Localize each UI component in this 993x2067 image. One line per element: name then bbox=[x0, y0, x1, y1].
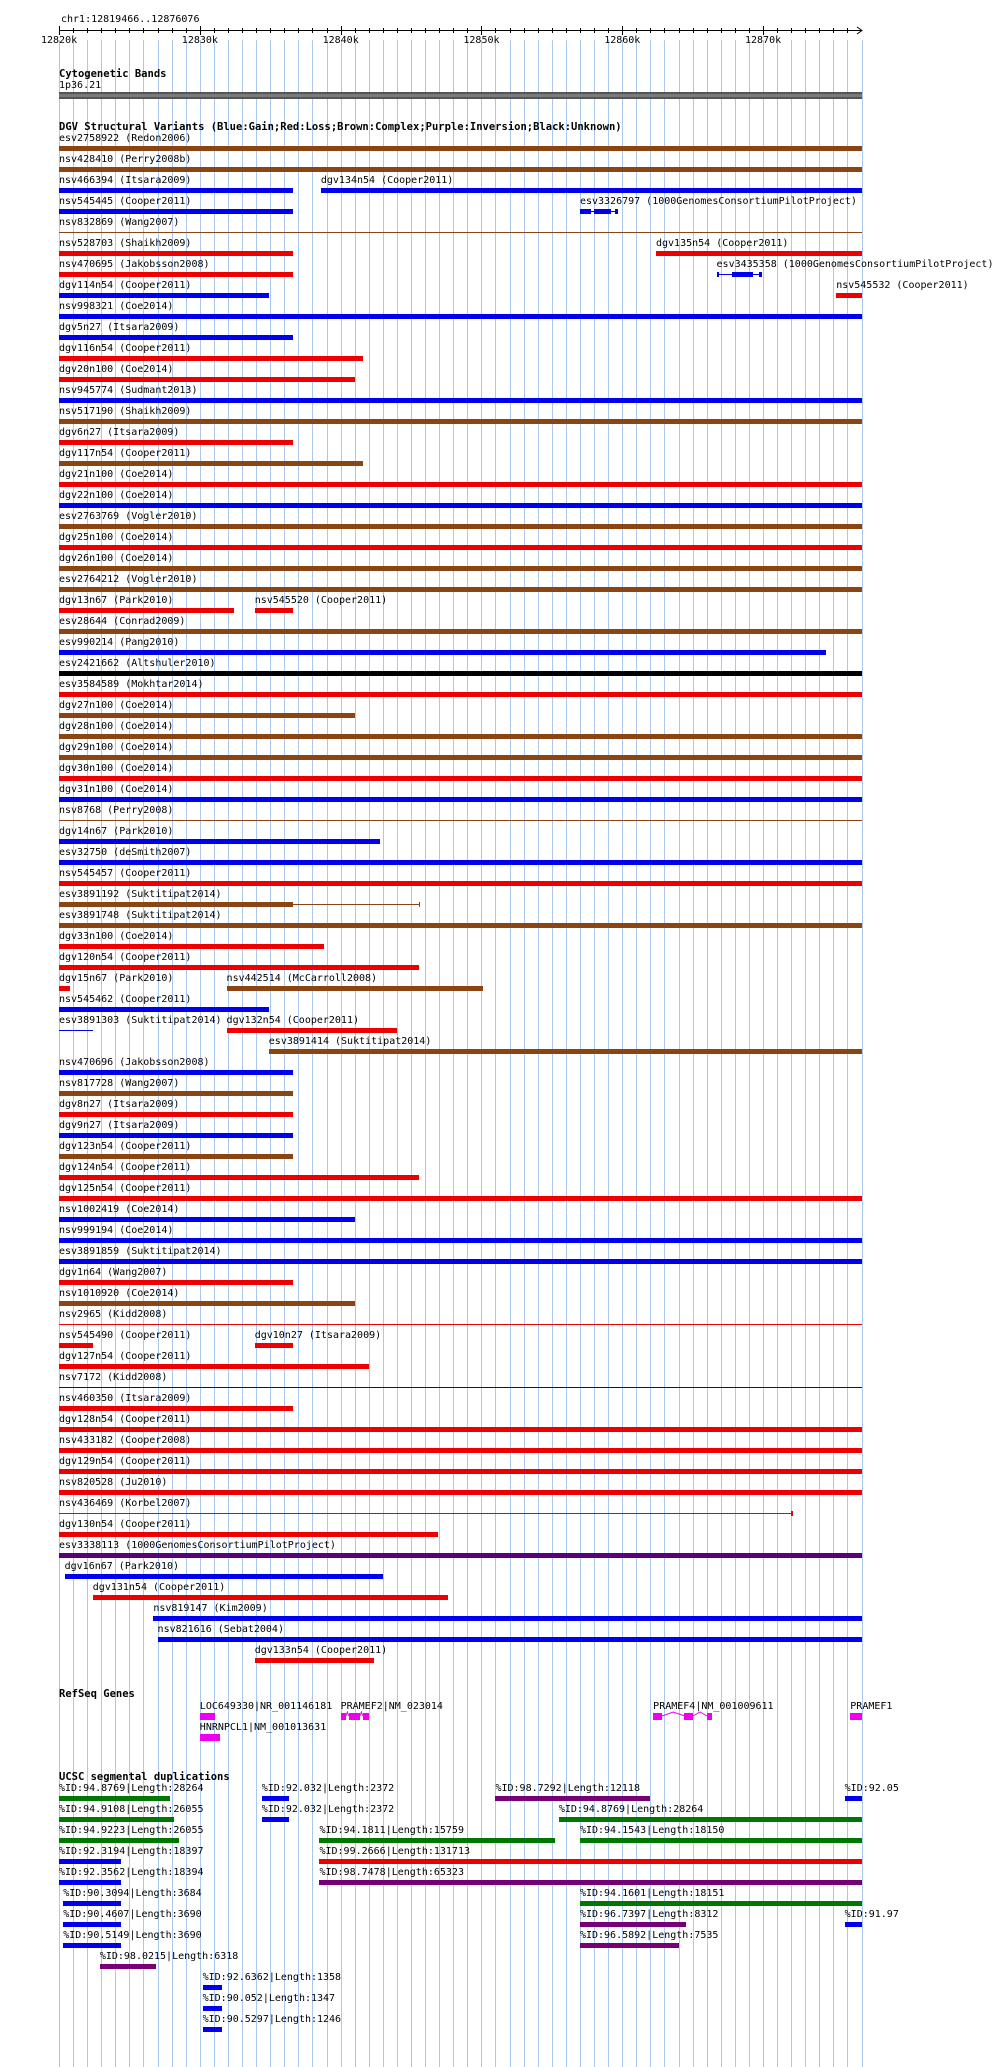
dgv-variant-bar[interactable] bbox=[59, 167, 862, 172]
dgv-variant-label[interactable]: dgv13n67 (Park2010) bbox=[59, 595, 174, 606]
segdup-label[interactable]: %ID:90.3094|Length:3684 bbox=[63, 1888, 202, 1899]
segdup-label[interactable]: %ID:94.1811|Length:15759 bbox=[319, 1825, 464, 1836]
dgv-variant-bar[interactable] bbox=[59, 986, 70, 991]
dgv-variant-bar[interactable] bbox=[59, 1112, 293, 1117]
dgv-variant-bar[interactable] bbox=[59, 734, 862, 739]
dgv-variant-bar[interactable] bbox=[59, 335, 293, 340]
refseq-gene-label[interactable]: HNRNPCL1|NM_001013631 bbox=[199, 1722, 327, 1733]
dgv-variant-bar[interactable] bbox=[59, 713, 355, 718]
dgv-track-header[interactable]: DGV Structural Variants (Blue:Gain;Red:Loss;Brown:Complex;Purple:Inversion;Black:Unknown) bbox=[59, 121, 622, 133]
dgv-variant-bar[interactable] bbox=[59, 503, 862, 508]
dgv-variant-label[interactable]: dgv123n54 (Cooper2011) bbox=[59, 1141, 192, 1152]
segdup-bar[interactable] bbox=[319, 1859, 861, 1864]
dgv-variant-label[interactable]: esv3326797 (1000GenomesConsortiumPilotProject) bbox=[579, 196, 857, 207]
ruler-coordinates: chr1:12819466..12876076 bbox=[61, 14, 200, 25]
ruler-tick-label: 12820k bbox=[41, 35, 78, 46]
dgv-variant-label[interactable]: nsv819147 (Kim2009) bbox=[153, 1603, 268, 1614]
ruler-tick-label: 12830k bbox=[181, 35, 218, 46]
cytoband-track-header[interactable]: Cytogenetic Bands bbox=[59, 68, 167, 80]
segdup-bar[interactable] bbox=[262, 1796, 289, 1801]
dgv-variant-label[interactable]: nsv545457 (Cooper2011) bbox=[59, 868, 192, 879]
dgv-variant-label[interactable]: dgv27n100 (Coe2014) bbox=[59, 700, 174, 711]
dgv-variant-label[interactable]: dgv124n54 (Cooper2011) bbox=[59, 1162, 192, 1173]
segdup-label[interactable]: %ID:92.3562|Length:18394 bbox=[59, 1867, 204, 1878]
segdup-label[interactable]: %ID:94.9108|Length:26055 bbox=[59, 1804, 204, 1815]
refseq-intron-line bbox=[662, 1712, 685, 1716]
refseq-intron-line bbox=[693, 1712, 707, 1716]
dgv-variant-bar[interactable] bbox=[59, 902, 293, 907]
dgv-variant-bar[interactable] bbox=[59, 419, 862, 424]
dgv-variant-bar[interactable] bbox=[59, 545, 862, 550]
dgv-variant-bar[interactable] bbox=[59, 461, 363, 466]
segdup-bar[interactable] bbox=[59, 1838, 179, 1843]
dgv-variant-connector bbox=[719, 274, 732, 275]
dgv-variant-bar[interactable] bbox=[255, 1343, 293, 1348]
dgv-variant-label[interactable]: nsv545520 (Cooper2011) bbox=[254, 595, 388, 606]
refseq-exon[interactable] bbox=[684, 1713, 692, 1720]
dgv-variant-bar[interactable] bbox=[580, 209, 591, 214]
refseq-exon[interactable] bbox=[200, 1734, 220, 1741]
segdup-bar[interactable] bbox=[59, 1796, 170, 1801]
dgv-variant-bar[interactable] bbox=[59, 776, 862, 781]
segdup-bar[interactable] bbox=[100, 1964, 156, 1969]
dgv-variant-bar[interactable] bbox=[59, 1175, 419, 1180]
dgv-variant-bar[interactable] bbox=[227, 986, 483, 991]
dgv-variant-bar[interactable] bbox=[59, 1154, 293, 1159]
segdup-bar[interactable] bbox=[580, 1838, 862, 1843]
segdup-label[interactable]: %ID:90.052|Length:1347 bbox=[202, 1993, 336, 2004]
dgv-variant-label[interactable]: nsv545462 (Cooper2011) bbox=[59, 994, 192, 1005]
dgv-variant-label[interactable]: dgv29n100 (Coe2014) bbox=[59, 742, 174, 753]
segdup-bar[interactable] bbox=[845, 1796, 862, 1801]
segdup-label[interactable]: %ID:92.6362|Length:1358 bbox=[202, 1972, 342, 1983]
dgv-variant-label[interactable]: esv3435358 (1000GenomesConsortiumPilotProject) bbox=[716, 259, 993, 270]
dgv-variant-bar[interactable] bbox=[59, 944, 324, 949]
dgv-variant-bar[interactable] bbox=[59, 566, 862, 571]
dgv-variant-label[interactable]: esv3891859 (Suktitipat2014) bbox=[59, 1246, 222, 1257]
dgv-variant-label[interactable]: nsv517190 (Shaikh2009) bbox=[59, 406, 192, 417]
dgv-variant-label[interactable]: nsv545490 (Cooper2011) bbox=[59, 1330, 192, 1341]
dgv-variant-bar[interactable] bbox=[615, 209, 618, 214]
dgv-variant-label[interactable]: dgv134n54 (Cooper2011) bbox=[320, 175, 454, 186]
segdup-bar[interactable] bbox=[63, 1901, 121, 1906]
dgv-variant-bar[interactable] bbox=[255, 608, 293, 613]
dgv-variant-bar[interactable] bbox=[59, 524, 862, 529]
dgv-variant-label[interactable]: nsv528703 (Shaikh2009) bbox=[59, 238, 192, 249]
dgv-variant-label[interactable]: nsv8768 (Perry2008) bbox=[59, 805, 174, 816]
dgv-variant-label[interactable]: dgv120n54 (Cooper2011) bbox=[59, 952, 192, 963]
dgv-variant-bar[interactable] bbox=[255, 1658, 375, 1663]
dgv-variant-label[interactable]: nsv545445 (Cooper2011) bbox=[59, 196, 192, 207]
dgv-variant-label[interactable]: dgv117n54 (Cooper2011) bbox=[59, 448, 192, 459]
dgv-variant-bar[interactable] bbox=[59, 1091, 293, 1096]
segdup-label[interactable]: %ID:94.8769|Length:28264 bbox=[59, 1783, 204, 1794]
dgv-variant-label[interactable]: nsv436469 (Korbel2007) bbox=[59, 1498, 192, 1509]
dgv-variant-bar[interactable] bbox=[59, 1007, 269, 1012]
segdup-bar[interactable] bbox=[580, 1922, 686, 1927]
dgv-variant-label[interactable]: esv2421662 (Altshuler2010) bbox=[59, 658, 216, 669]
dgv-variant-label[interactable]: nsv998321 (Coe2014) bbox=[59, 301, 174, 312]
segdup-bar[interactable] bbox=[203, 2006, 223, 2011]
dgv-variant-bar[interactable] bbox=[59, 671, 862, 676]
refseq-gene-label[interactable]: LOC649330|NR_001146181 bbox=[199, 1701, 333, 1712]
dgv-variant-bar[interactable] bbox=[59, 1217, 355, 1222]
refseq-intron bbox=[693, 1712, 707, 1720]
segdup-bar[interactable] bbox=[319, 1838, 554, 1843]
dgv-variant-bar[interactable] bbox=[59, 1513, 791, 1514]
segdup-track-header[interactable]: UCSC segmental duplications bbox=[59, 1771, 230, 1783]
dgv-variant-bar[interactable] bbox=[59, 1070, 293, 1075]
dgv-variant-bar[interactable] bbox=[59, 314, 862, 319]
dgv-variant-bar[interactable] bbox=[59, 965, 419, 970]
dgv-variant-label[interactable]: nsv433182 (Cooper2008) bbox=[59, 1435, 192, 1446]
dgv-variant-label[interactable]: dgv25n100 (Coe2014) bbox=[59, 532, 174, 543]
dgv-variant-bar[interactable] bbox=[759, 272, 762, 277]
dgv-variant-label[interactable]: dgv131n54 (Cooper2011) bbox=[92, 1582, 226, 1593]
dgv-variant-label[interactable]: dgv20n100 (Coe2014) bbox=[59, 364, 174, 375]
dgv-variant-bar[interactable] bbox=[59, 1406, 293, 1411]
segdup-label[interactable]: %ID:94.9223|Length:26055 bbox=[59, 1825, 204, 1836]
segdup-bar[interactable] bbox=[580, 1943, 679, 1948]
refseq-track-header[interactable]: RefSeq Genes bbox=[59, 1688, 135, 1700]
dgv-variant-bar[interactable] bbox=[321, 188, 862, 193]
refseq-exon[interactable] bbox=[363, 1713, 369, 1720]
dgv-variant-extension bbox=[293, 904, 420, 905]
dgv-variant-bar[interactable] bbox=[59, 272, 293, 277]
refseq-exon[interactable] bbox=[653, 1713, 661, 1720]
dgv-variant-label[interactable]: esv2758922 (Redon2006) bbox=[59, 133, 192, 144]
segdup-label[interactable]: %ID:90.5297|Length:1246 bbox=[202, 2014, 342, 2025]
dgv-variant-bar[interactable] bbox=[227, 1028, 397, 1033]
refseq-gene-label[interactable]: PRAMEF1 bbox=[850, 1701, 893, 1712]
dgv-variant-bar[interactable] bbox=[153, 1616, 861, 1621]
dgv-variant-bar[interactable] bbox=[59, 251, 293, 256]
dgv-variant-label[interactable]: nsv821616 (Sebat2004) bbox=[157, 1624, 284, 1635]
dgv-variant-bar[interactable] bbox=[59, 1490, 862, 1495]
segdup-bar[interactable] bbox=[262, 1817, 289, 1822]
dgv-variant-label[interactable]: nsv817728 (Wang2007) bbox=[59, 1078, 180, 1089]
dgv-variant-bar[interactable] bbox=[59, 398, 862, 403]
dgv-variant-label[interactable]: dgv130n54 (Cooper2011) bbox=[59, 1519, 192, 1530]
segdup-label[interactable]: %ID:94.1543|Length:18150 bbox=[579, 1825, 725, 1836]
dgv-variant-bar[interactable] bbox=[59, 860, 862, 865]
segdup-bar[interactable] bbox=[59, 1817, 174, 1822]
dgv-variant-bar[interactable] bbox=[594, 209, 611, 214]
dgv-variant-label[interactable]: esv3891192 (Suktitipat2014) bbox=[59, 889, 222, 900]
dgv-variant-label[interactable]: nsv460350 (Itsara2009) bbox=[59, 1393, 192, 1404]
dgv-variant-bar[interactable] bbox=[59, 1387, 862, 1388]
dgv-variant-bar[interactable] bbox=[59, 209, 293, 214]
dgv-variant-label[interactable]: dgv125n54 (Cooper2011) bbox=[59, 1183, 192, 1194]
segdup-label[interactable]: %ID:90.5149|Length:3690 bbox=[63, 1930, 202, 1941]
dgv-variant-label[interactable]: nsv820528 (Ju2010) bbox=[59, 1477, 168, 1488]
dgv-variant-label[interactable]: esv32750 (deSmith2007) bbox=[59, 847, 192, 858]
dgv-variant-label[interactable]: dgv8n27 (Itsara2009) bbox=[59, 1099, 180, 1110]
dgv-variant-label[interactable]: nsv999194 (Coe2014) bbox=[59, 1225, 174, 1236]
dgv-variant-endcap bbox=[419, 902, 420, 907]
segdup-bar[interactable] bbox=[203, 2027, 223, 2032]
refseq-exon[interactable] bbox=[200, 1713, 215, 1720]
dgv-variant-label[interactable]: dgv14n67 (Park2010) bbox=[59, 826, 174, 837]
segdup-label[interactable]: %ID:96.7397|Length:8312 bbox=[579, 1909, 719, 1920]
dgv-variant-label[interactable]: dgv26n100 (Coe2014) bbox=[59, 553, 174, 564]
segdup-label[interactable]: %ID:92.3194|Length:18397 bbox=[59, 1846, 204, 1857]
cytoband-label: 1p36.21 bbox=[59, 80, 102, 91]
dgv-variant-label[interactable]: dgv21n100 (Coe2014) bbox=[59, 469, 174, 480]
dgv-variant-bar[interactable] bbox=[269, 1049, 862, 1054]
segdup-bar[interactable] bbox=[319, 1880, 861, 1885]
dgv-variant-bar[interactable] bbox=[65, 1574, 383, 1579]
segdup-label[interactable]: %ID:98.0215|Length:6318 bbox=[99, 1951, 239, 1962]
dgv-variant-label[interactable]: dgv15n67 (Park2010) bbox=[59, 973, 174, 984]
dgv-variant-label[interactable]: nsv945774 (Sudmant2013) bbox=[59, 385, 198, 396]
dgv-variant-bar[interactable] bbox=[59, 587, 862, 592]
dgv-variant-label[interactable]: nsv470696 (Jakobsson2008) bbox=[59, 1057, 210, 1068]
dgv-variant-label[interactable]: dgv116n54 (Cooper2011) bbox=[59, 343, 192, 354]
refseq-exon[interactable] bbox=[707, 1713, 713, 1720]
dgv-variant-bar[interactable] bbox=[59, 923, 862, 928]
dgv-variant-bar[interactable] bbox=[59, 1364, 369, 1369]
dgv-variant-bar[interactable] bbox=[59, 608, 234, 613]
dgv-variant-label[interactable]: dgv28n100 (Coe2014) bbox=[59, 721, 174, 732]
segdup-bar[interactable] bbox=[559, 1817, 862, 1822]
dgv-variant-label[interactable]: dgv135n54 (Cooper2011) bbox=[655, 238, 789, 249]
dgv-variant-label[interactable]: dgv30n100 (Coe2014) bbox=[59, 763, 174, 774]
dgv-variant-label[interactable]: dgv33n100 (Coe2014) bbox=[59, 931, 174, 942]
segdup-label[interactable]: %ID:92.032|Length:2372 bbox=[261, 1804, 395, 1815]
dgv-variant-bar[interactable] bbox=[59, 377, 355, 382]
dgv-variant-label[interactable]: esv990214 (Pang2010) bbox=[59, 637, 180, 648]
dgv-variant-bar[interactable] bbox=[59, 820, 862, 821]
dgv-variant-endcap bbox=[791, 1511, 793, 1516]
dgv-variant-label[interactable]: dgv1n64 (Wang2007) bbox=[59, 1267, 168, 1278]
refseq-gene-label[interactable]: PRAMEF4|NM_001009611 bbox=[653, 1701, 774, 1712]
segdup-label[interactable]: %ID:91.97 bbox=[844, 1909, 899, 1920]
dgv-variant-label[interactable]: nsv2965 (Kidd2008) bbox=[59, 1309, 168, 1320]
dgv-variant-label[interactable]: dgv133n54 (Cooper2011) bbox=[254, 1645, 388, 1656]
dgv-variant-bar[interactable] bbox=[59, 1427, 862, 1432]
dgv-variant-label[interactable]: nsv832869 (Wang2007) bbox=[59, 217, 180, 228]
ruler-tick-label: 12860k bbox=[604, 35, 641, 46]
dgv-variant-bar[interactable] bbox=[59, 692, 862, 697]
dgv-variant-bar[interactable] bbox=[158, 1637, 862, 1642]
dgv-variant-label[interactable]: dgv16n67 (Park2010) bbox=[64, 1561, 180, 1572]
dgv-variant-label[interactable]: nsv466394 (Itsara2009) bbox=[59, 175, 192, 186]
dgv-variant-label[interactable]: dgv132n54 (Cooper2011) bbox=[226, 1015, 359, 1026]
segdup-label[interactable]: %ID:98.7292|Length:12118 bbox=[495, 1783, 640, 1794]
dgv-variant-bar[interactable] bbox=[59, 440, 293, 445]
dgv-variant-label[interactable]: nsv442514 (McCarroll2008) bbox=[226, 973, 378, 984]
segdup-bar[interactable] bbox=[63, 1922, 121, 1927]
segdup-label[interactable]: %ID:96.5892|Length:7535 bbox=[579, 1930, 719, 1941]
segdup-bar[interactable] bbox=[59, 1859, 121, 1864]
dgv-variant-label[interactable]: dgv5n27 (Itsara2009) bbox=[59, 322, 180, 333]
dgv-variant-bar[interactable] bbox=[59, 1553, 862, 1558]
ruler-tick-label: 12850k bbox=[463, 35, 500, 46]
dgv-variant-bar[interactable] bbox=[59, 650, 826, 655]
dgv-variant-label[interactable]: dgv129n54 (Cooper2011) bbox=[59, 1456, 192, 1467]
dgv-variant-label[interactable]: nsv1010920 (Coe2014) bbox=[59, 1288, 180, 1299]
segdup-label[interactable]: %ID:92.032|Length:2372 bbox=[261, 1783, 395, 1794]
dgv-variant-label[interactable]: esv3891748 (Suktitipat2014) bbox=[59, 910, 222, 921]
dgv-variant-bar[interactable] bbox=[59, 797, 862, 802]
dgv-variant-label[interactable]: esv3584589 (Mokhtar2014) bbox=[59, 679, 204, 690]
dgv-variant-bar[interactable] bbox=[59, 146, 862, 151]
dgv-variant-label[interactable]: nsv7172 (Kidd2008) bbox=[59, 1372, 168, 1383]
dgv-variant-label[interactable]: dgv10n27 (Itsara2009) bbox=[254, 1330, 382, 1341]
dgv-variant-bar[interactable] bbox=[59, 629, 862, 634]
ruler-tick-label: 12870k bbox=[745, 35, 782, 46]
dgv-variant-bar[interactable] bbox=[836, 293, 861, 298]
dgv-variant-bar[interactable] bbox=[59, 1133, 293, 1138]
segdup-label[interactable]: %ID:99.2666|Length:131713 bbox=[319, 1846, 470, 1857]
segdup-bar[interactable] bbox=[580, 1901, 862, 1906]
segdup-label[interactable]: %ID:90.4607|Length:3690 bbox=[63, 1909, 202, 1920]
dgv-variant-label[interactable]: dgv114n54 (Cooper2011) bbox=[59, 280, 192, 291]
dgv-variant-bar[interactable] bbox=[59, 1301, 355, 1306]
dgv-variant-bar[interactable] bbox=[59, 188, 293, 193]
dgv-variant-bar[interactable] bbox=[59, 755, 862, 760]
dgv-variant-bar[interactable] bbox=[59, 1532, 438, 1537]
dgv-variant-bar[interactable] bbox=[59, 1280, 293, 1285]
segdup-bar[interactable] bbox=[495, 1796, 650, 1801]
dgv-variant-bar[interactable] bbox=[59, 881, 862, 886]
ruler-tick-label: 12840k bbox=[322, 35, 359, 46]
dgv-variant-bar[interactable] bbox=[59, 1196, 862, 1201]
segdup-bar[interactable] bbox=[59, 1880, 121, 1885]
dgv-variant-label[interactable]: esv2763769 (Vogler2010) bbox=[59, 511, 198, 522]
dgv-variant-bar[interactable] bbox=[656, 251, 862, 256]
dgv-variant-label[interactable]: esv3891303 (Suktitipat2014) bbox=[59, 1015, 222, 1026]
refseq-exon[interactable] bbox=[349, 1713, 360, 1720]
dgv-variant-bar[interactable] bbox=[59, 293, 269, 298]
dgv-variant-label[interactable]: dgv127n54 (Cooper2011) bbox=[59, 1351, 192, 1362]
dgv-variant-bar[interactable] bbox=[59, 1448, 862, 1453]
dgv-variant-bar[interactable] bbox=[93, 1595, 448, 1600]
refseq-gene-label[interactable]: PRAMEF2|NM_023014 bbox=[340, 1701, 443, 1712]
dgv-variant-label[interactable]: dgv6n27 (Itsara2009) bbox=[59, 427, 180, 438]
dgv-variant-label[interactable]: esv2764212 (Vogler2010) bbox=[59, 574, 198, 585]
dgv-variant-label[interactable]: dgv31n100 (Coe2014) bbox=[59, 784, 174, 795]
segdup-bar[interactable] bbox=[845, 1922, 862, 1927]
segdup-label[interactable]: %ID:92.05 bbox=[844, 1783, 899, 1794]
dgv-variant-label[interactable]: esv3338113 (1000GenomesConsortiumPilotProject) bbox=[59, 1540, 336, 1551]
segdup-bar[interactable] bbox=[203, 1985, 223, 1990]
cytoband-ideogram[interactable] bbox=[59, 92, 862, 99]
segdup-label[interactable]: %ID:94.1601|Length:18151 bbox=[579, 1888, 725, 1899]
dgv-variant-label[interactable]: nsv428410 (Perry2008b) bbox=[59, 154, 192, 165]
dgv-variant-label[interactable]: dgv22n100 (Coe2014) bbox=[59, 490, 174, 501]
dgv-variant-label[interactable]: esv3891414 (Suktitipat2014) bbox=[268, 1036, 432, 1047]
segdup-label[interactable]: %ID:98.7478|Length:65323 bbox=[319, 1867, 464, 1878]
dgv-variant-label[interactable]: nsv1002419 (Coe2014) bbox=[59, 1204, 180, 1215]
dgv-variant-bar[interactable] bbox=[59, 1324, 862, 1325]
dgv-variant-bar[interactable] bbox=[59, 232, 862, 233]
dgv-variant-bar[interactable] bbox=[59, 482, 862, 487]
dgv-variant-bar[interactable] bbox=[59, 1259, 862, 1264]
dgv-variant-label[interactable]: nsv470695 (Jakobsson2008) bbox=[59, 259, 210, 270]
dgv-variant-label[interactable]: esv28644 (Conrad2009) bbox=[59, 616, 186, 627]
dgv-variant-bar[interactable] bbox=[59, 1030, 93, 1031]
refseq-intron bbox=[662, 1712, 685, 1720]
dgv-variant-label[interactable]: dgv9n27 (Itsara2009) bbox=[59, 1120, 180, 1131]
dgv-variant-bar[interactable] bbox=[59, 1469, 862, 1474]
segdup-label[interactable]: %ID:94.8769|Length:28264 bbox=[558, 1804, 704, 1815]
dgv-variant-bar[interactable] bbox=[732, 272, 753, 277]
dgv-variant-bar[interactable] bbox=[59, 356, 363, 361]
segdup-bar[interactable] bbox=[63, 1943, 121, 1948]
dgv-variant-label[interactable]: nsv545532 (Cooper2011) bbox=[836, 280, 969, 291]
dgv-variant-bar[interactable] bbox=[59, 1238, 862, 1243]
refseq-exon[interactable] bbox=[850, 1713, 861, 1720]
dgv-variant-bar[interactable] bbox=[59, 1343, 93, 1348]
dgv-variant-label[interactable]: dgv128n54 (Cooper2011) bbox=[59, 1414, 192, 1425]
dgv-variant-bar[interactable] bbox=[59, 839, 380, 844]
